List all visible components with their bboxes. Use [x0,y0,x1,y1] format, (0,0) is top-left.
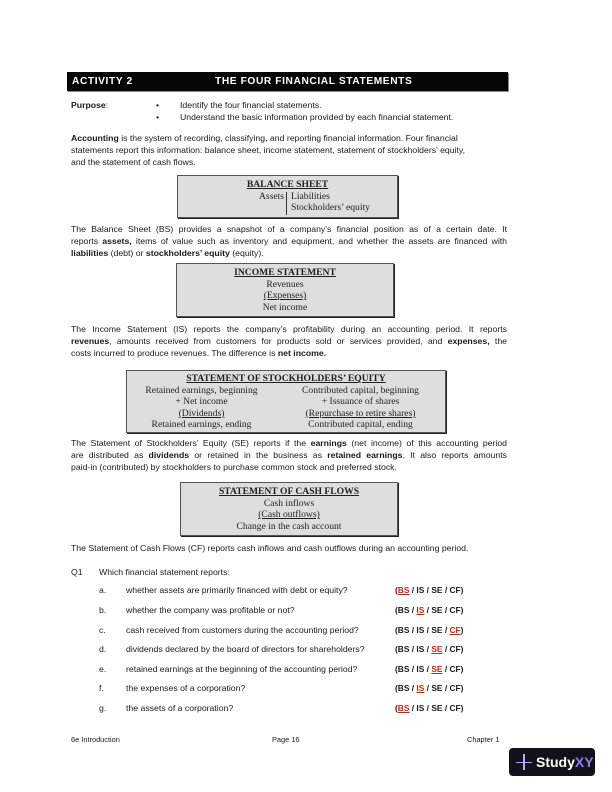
balance-sheet-box [177,175,398,218]
bs-liabilities: Liabilities [291,190,330,202]
footer-page: Page 16 [272,735,300,744]
answer-option[interactable]: IS [416,703,425,713]
answer-option[interactable]: IS [416,625,425,635]
balance-sheet-title: BALANCE SHEET [246,179,329,190]
footer-right: Chapter 1 [467,735,500,744]
question-number: Q1 [71,567,83,577]
question-item-text: cash received from customers during the accounting period? [126,625,359,635]
selected-answer[interactable]: IS [416,605,425,615]
income-statement-box [176,263,394,317]
answer-option[interactable]: BS [397,683,410,693]
answer-choices: (BS / IS / SE / CF) [395,625,464,635]
se-title: STATEMENT OF STOCKHOLDERS’ EQUITY [186,373,386,384]
question-prompt: Which financial statement reports: [99,567,230,577]
studyxy-logo[interactable] [509,748,595,776]
answer-option[interactable]: SE [431,585,443,595]
answer-option[interactable]: CF [449,644,461,654]
studyxy-brand-text: StudyXY [536,754,594,770]
answer-option[interactable]: SE [431,605,443,615]
purpose-bullet-1: Identify the four financial statements. [180,100,322,110]
is-revenues: Revenues [266,278,304,290]
bs-divider [286,192,287,215]
bullet-icon: • [156,100,160,110]
answer-option[interactable]: CF [449,605,461,615]
question-item-letter: e. [99,664,107,674]
answer-option[interactable]: BS [397,664,410,674]
cf-inflows: Cash inflows [263,497,315,509]
is-net-income: Net income [262,301,308,313]
question-item-letter: f. [99,683,104,693]
answer-option[interactable]: CF [449,664,461,674]
selected-answer[interactable]: IS [416,683,425,693]
selected-answer[interactable]: BS [397,703,410,713]
question-item-letter: d. [99,644,107,654]
stockholders-equity-paragraph: The Statement of Stockholders’ Equity (SE) reports if the earnings (net income) of this accounting period are distributed as dividends or retained in the business as retained earnings. It also reports amounts paid-in (contributed) by stockholders to purchase common stock and preferred stock. [71,438,508,473]
cf-title: STATEMENT OF CASH FLOWS [218,486,360,497]
question-item-letter: c. [99,625,106,635]
is-expenses: (Expenses) [263,290,307,302]
activity-header-bar [67,72,508,91]
answer-option[interactable]: CF [449,585,461,595]
plus-icon [516,752,532,772]
activity-title: THE FOUR FINANCIAL STATEMENTS [215,76,413,87]
answer-option[interactable]: BS [397,644,410,654]
footer-left: 6e Introduction [71,735,120,744]
stockholders-equity-box [126,370,446,433]
answer-option[interactable]: IS [416,644,425,654]
answer-option[interactable]: SE [431,683,443,693]
balance-sheet-paragraph: The Balance Sheet (BS) provides a snapshot of a company’s financial position as of a certain date. It reports assets, items of value such as inventory and equipment, and whether the assets are financed with liabilities (debt) or stockholders’ equity (equity). [71,224,508,259]
selected-answer[interactable]: CF [449,625,461,635]
activity-number: ACTIVITY 2 [72,76,133,87]
cash-flows-box [180,482,398,536]
question-item-text: the assets of a corporation? [126,703,234,713]
question-item-text: dividends declared by the board of directors for shareholders? [126,644,365,654]
question-item-text: the expenses of a corporation? [126,683,246,693]
cash-flows-paragraph: The Statement of Cash Flows (CF) reports cash inflows and cash outflows during an accounting period. [71,543,469,553]
answer-option[interactable]: SE [431,625,443,635]
question-item-letter: a. [99,585,107,595]
answer-option[interactable]: BS [397,625,410,635]
answer-choices: (BS / IS / SE / CF) [395,703,464,713]
bs-stockholders-equity: Stockholders’ equity [291,202,370,214]
income-statement-title: INCOME STATEMENT [234,267,336,278]
selected-answer[interactable]: BS [397,585,410,595]
bullet-icon: • [156,112,160,122]
answer-option[interactable]: SE [431,703,443,713]
answer-choices: (BS / IS / SE / CF) [395,605,464,615]
answer-choices: (BS / IS / SE / CF) [395,664,464,674]
cf-outflows: (Cash outflows) [258,509,320,521]
answer-option[interactable]: BS [397,605,410,615]
bs-assets: Assets [258,190,284,202]
answer-option[interactable]: CF [449,703,461,713]
se-contributed-capital-column: Contributed capital, beginning + Issuance of shares (Repurchase to retire shares) Contributed capital, ending [302,384,419,431]
answer-option[interactable]: IS [416,585,425,595]
selected-answer[interactable]: SE [431,644,443,654]
answer-choices: (BS / IS / SE / CF) [395,585,464,595]
answer-choices: (BS / IS / SE / CF) [395,644,464,654]
answer-option[interactable]: CF [449,683,461,693]
question-item-text: whether the company was profitable or not? [126,605,295,615]
selected-answer[interactable]: SE [431,664,443,674]
question-item-text: retained earnings at the beginning of the accounting period? [126,664,358,674]
se-retained-earnings-column: Retained earnings, beginning + Net income (Dividends) Retained earnings, ending [145,384,258,431]
question-item-text: whether assets are primarily financed with debt or equity? [126,585,348,595]
purpose-bullet-2: Understand the basic information provided by each financial statement. [180,112,454,122]
intro-paragraph: Accounting is the system of recording, classifying, and reporting financial information. Four financial statements report this information: balance sheet, income statement, statement of stockholders’ equity, and the statement of cash flows. [71,133,466,168]
income-statement-paragraph: The Income Statement (IS) reports the company’s profitability during an accounting period. It reports revenues, amounts received from customers for products sold or services provided, and expenses, the costs incurred to produce revenues. The difference is net income. [71,324,507,359]
purpose-label: Purpose: [71,100,109,110]
answer-option[interactable]: IS [416,664,425,674]
question-item-letter: g. [99,703,107,713]
answer-choices: (BS / IS / SE / CF) [395,683,464,693]
question-item-letter: b. [99,605,107,615]
cf-change: Change in the cash account [236,520,342,532]
